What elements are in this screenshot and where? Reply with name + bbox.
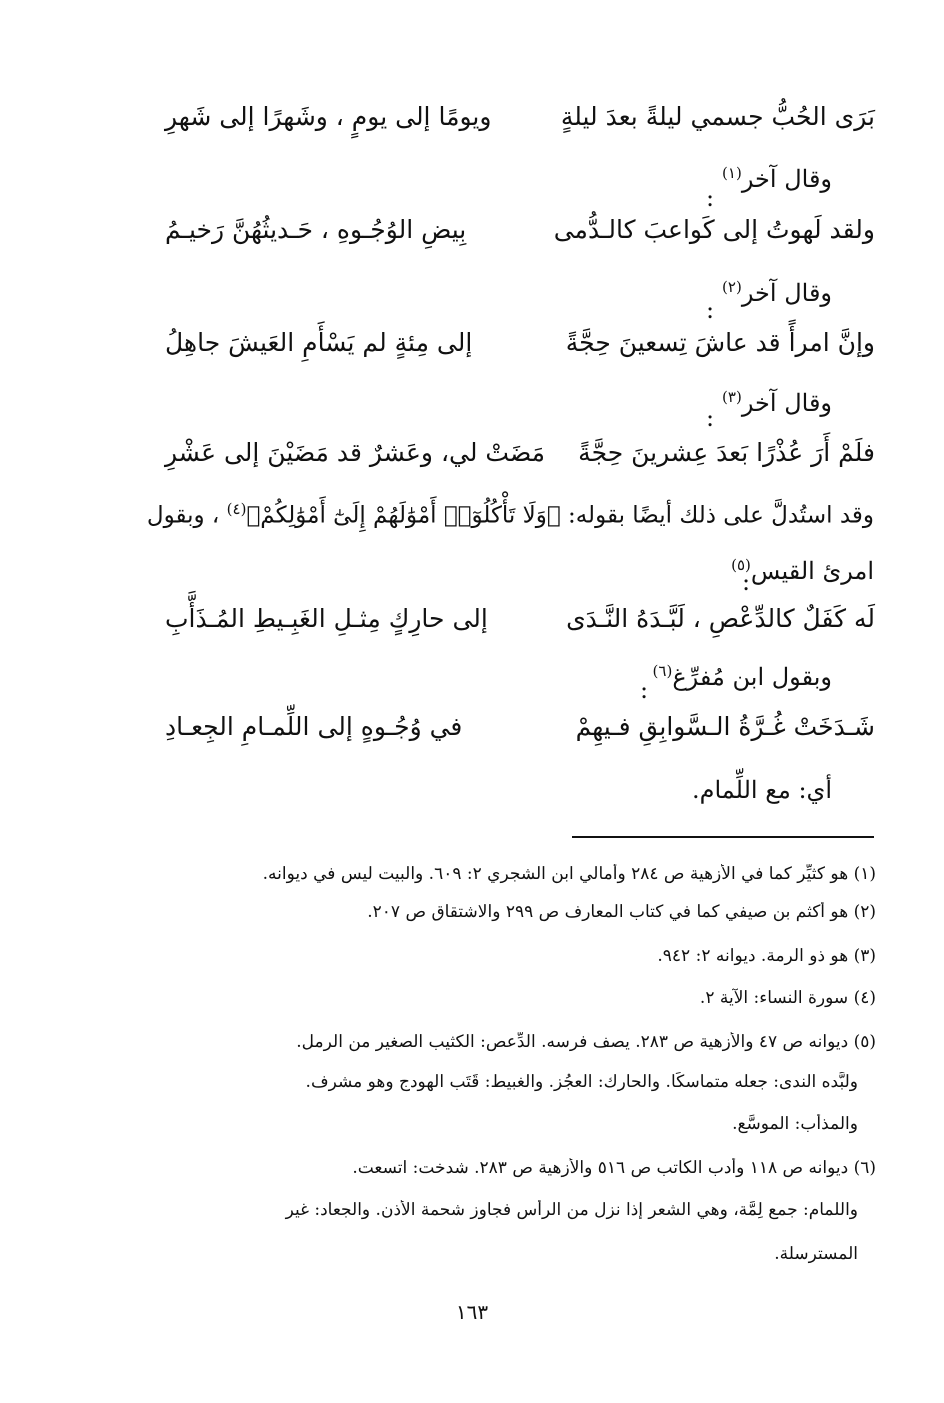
footnote-marker: (٦) [652,662,673,680]
footnote-separator [572,836,874,838]
verse-line [165,102,875,148]
footnote: (٢) هو أكثم بن صيفي كما في كتاب المعارف ص ٢٩٩ والاشتقاق ص ٢٠٧. [367,902,876,922]
verse-first-hemistich: لَه كَفَلٌ كالدِّعْصِ ، لَبَّـدَهُ النَّـدَى [566,604,875,633]
verse-intro: وقال آخر$^{(٣)}$ [722,388,832,417]
verse-second-hemistich: بِيضِ الوُجُـوهِ ، حَـديثُهُنَّ رَخيـمُ [165,215,467,244]
footnote-marker: (٣) [722,388,742,406]
verse-second-hemistich: ويومًا إلى يومٍ ، وشَهرًا إلى شَهرِ [165,102,492,131]
verse-line [165,438,875,484]
verse-intro: وقال آخر$^{(٢)}$ [722,278,832,307]
footnote-continuation: ولبَّده الندى: جعله متماسكًا. والحارك: العجُز. والغبيط: قَتَب الهودج وهو مشرف. [305,1072,858,1092]
verse-first-hemistich: فلَمْ أَرَ عُذْرًا بَعدَ عِشرينَ حِجَّةً [578,438,875,467]
footnote: (٣) هو ذو الرمة. ديوانه ٢: ٩٤٢. [657,946,876,966]
footnote-continuation: والمذأَّب: الموسَّع. [732,1114,858,1134]
verse-line [165,604,875,650]
verse-intro: وقال آخر$^{(١)}$ [722,164,832,193]
footnote-continuation: المسترسلة. [774,1244,858,1264]
verse-first-hemistich: وإنَّ امرأً قد عاشَ تِسعينَ حِجَّةً [565,328,875,357]
footnote: (٦) ديوانه ص ١١٨ وأدب الكاتب ص ٥١٦ والأزهية ص ٢٨٣. شدخت: اتسعت. [352,1158,876,1178]
colon: : [706,404,715,432]
footnote-marker: (٥) [731,556,751,574]
verse-line [165,712,875,758]
verse-first-hemistich: شَـدَخَتْ غُـرَّةُ الـسَّوابِقِ فـيهِمْ [575,712,875,741]
verse-first-hemistich: بَرَى الحُبُّ جسمي ليلةً بعدَ ليلةٍ [560,102,875,131]
footnote: (٤) سورة النساء: الآية ٢. [699,988,876,1008]
page-number: ١٦٣ [455,1300,489,1324]
footnote-continuation: واللمام: جمع لِمَّة، وهي الشعر إذا نزل من الرأس فجاوز شحمة الأذن. والجعاد: غير [285,1200,858,1220]
footnote: (١) هو كثيِّر كما في الأزهية ص ٢٨٤ وأمالي ابن الشجري ٢: ٦٠٩. والبيت ليس في ديوانه. [262,864,876,884]
colon: : [706,184,715,212]
footnote-marker: (١) [722,164,742,182]
verse-line [165,328,875,374]
verse-line [165,215,875,261]
footnote-marker: (٢) [722,278,742,296]
colon: : [742,568,751,596]
verse-intro: وبقول ابن مُفرِّغ$^{(٦)}$ [652,662,832,691]
colon: : [640,676,649,704]
verse-intro: امرئ القيس$^{(٥)}$ [731,556,874,585]
closing-line: أي: مع اللِّمام. [691,776,832,804]
verse-second-hemistich: إلى مِئةٍ لم يَسْأَمِ العَيشَ جاهِلُ [165,328,473,357]
verse-second-hemistich: إلى حارِكٍ مِثـلِ الغَبِـيطِ المُـذَأَّبِ [165,604,488,633]
prose-line: وقد استُدلَّ على ذلك أيضًا بقوله: ﴿وَلَا تَأْكُلُوٓا۟ أَمْوَٰلَهُمْ إِلَىٰٓ أَمْوَٰلِكُمْ﴾$^{(٤)}$ ، وبقول [146,500,874,529]
verse-second-hemistich: في وُجُـوهٍ إلى اللِّمـامِ الجِعـادِ [165,712,463,741]
footnote-marker: (٤) [226,500,247,518]
footnote: (٥) ديوانه ص ٤٧ والأزهية ص ٢٨٣. يصف فرسه. الدِّعص: الكثيب الصغير من الرمل. [296,1032,876,1052]
verse-first-hemistich: ولقد لَهوتُ إلى كَواعبَ كالـدُّمى [553,215,875,244]
verse-second-hemistich: مَضَتْ لي، وعَشرٌ قد مَضَيْنَ إلى عَشْرِ [165,438,546,467]
colon: : [706,296,715,324]
